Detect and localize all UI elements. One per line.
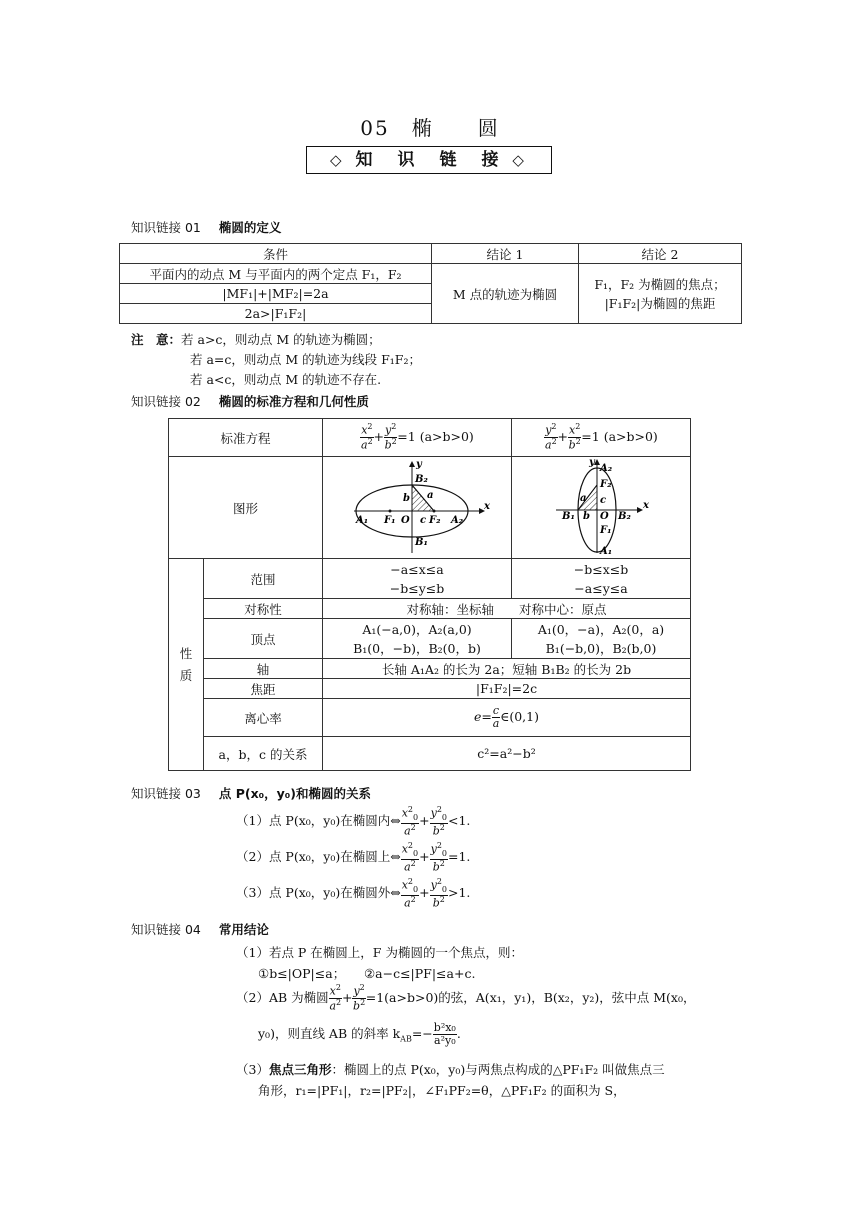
conclusion-1b: ①b≤|OP|≤a； ②a−c≤|PF|≤a+c. <box>258 966 476 981</box>
label-a: a <box>580 493 587 504</box>
vertex-line: A₁(−a,0)，A₂(a,0) <box>362 621 472 637</box>
label-F2: F₂ <box>600 479 612 490</box>
label-y: y <box>416 459 422 470</box>
label-A2: A₂ <box>600 463 613 474</box>
conclusion-3b: 角形，r₁=|PF₁|，r₂=|PF₂|，∠F₁PF₂=θ，△PF₁F₂ 的面积为 S， <box>258 1083 626 1098</box>
frac-x0-a2: $\frac{x^2_0}{a^2}$ <box>401 877 419 910</box>
symmetry-value: 对称轴：坐标轴 对称中心：原点 <box>323 599 691 619</box>
conclusion-3 <box>236 1060 665 1078</box>
vertex-line: A₁(0，−a)，A₂(0，a) <box>537 621 665 637</box>
range-line: −b≤x≤b <box>573 561 629 577</box>
conclusion-2-tail: =1(a>b>0)的弦，A(x₁，y₁)，B(x₂，y₂)，弦中点 M(x₀， <box>365 989 696 1005</box>
note-2: 若 a=c，则动点 M 的轨迹为线段 F₁F₂； <box>190 352 421 367</box>
std-eq-label: 标准方程 <box>169 419 323 457</box>
vertex-line: B₁(−b,0)，B₂(b,0) <box>545 640 657 656</box>
relation-lead: （1）点 P(x₀，y₀)在椭圆内⇔ <box>236 813 401 829</box>
label-O: O <box>600 511 609 522</box>
property-table <box>168 418 691 771</box>
label-F1: F₁ <box>384 515 396 526</box>
label-x: x <box>484 501 490 512</box>
relation-tail: >1. <box>448 885 471 901</box>
heading-number: 知识链接 04 <box>131 922 201 937</box>
section-banner <box>306 146 552 174</box>
range-line: −a≤y≤a <box>574 580 628 596</box>
label-A1: A₁ <box>600 546 613 555</box>
ecc-tail: ∈(0,1) <box>500 709 539 724</box>
conclusion-2-slope: y₀)，则直线 AB 的斜率 $k_{AB}=-$ $\frac{\text{b²x₀}}{\text{a²y₀}}$ . <box>258 1021 461 1048</box>
relation-item-3: （3）点 P(x₀，y₀)在椭圆外⇔ $\frac{x^2_0}{a^2}$ + $\frac{y^2_0}{b^2}$ >1. <box>236 877 471 910</box>
label-x: x <box>643 500 649 511</box>
conclusion-2-lead: （2）AB 为椭圆 <box>236 989 329 1005</box>
label-c: c <box>600 495 607 506</box>
conclusion-2 <box>579 264 742 324</box>
conclusion-3-bold: 焦点三角形 <box>268 1062 332 1077</box>
slope-subscript: AB <box>400 1034 412 1044</box>
definition-table <box>119 243 742 324</box>
frac-y0-b2: $\frac{y^2_0}{b^2}$ <box>430 841 447 874</box>
conclusion-3-text: ：椭圆上的点 P(x₀，y₀)与两焦点构成的△PF₁F₂ 叫做焦点三 <box>331 1062 665 1077</box>
label-b: b <box>403 493 410 504</box>
label-c: c <box>420 515 427 526</box>
label-A1: A₁ <box>356 515 369 526</box>
frac-x2-b2: $\frac{x^2}{b^2}$ <box>568 422 581 452</box>
range-label: 范围 <box>204 559 323 599</box>
conclusion-3-num: （3） <box>236 1062 269 1077</box>
relation-item-1: （1）点 P(x₀，y₀)在椭圆内⇔ $\frac{x^2_0}{a^2}$ + $\frac{y^2_0}{b^2}$ <1. <box>236 805 471 838</box>
frac-y2-b2: $\frac{y^2}{b^2}$ <box>353 983 366 1013</box>
property-label-text: 性质 <box>179 645 193 683</box>
section-heading-03 <box>131 784 371 802</box>
label-O: O <box>401 515 410 526</box>
vertex-line: B₁(0，−b)，B₂(0，b) <box>353 640 481 656</box>
frac-c-a: $\frac{c}{a}$ <box>492 703 500 730</box>
heading-text: 常用结论 <box>218 922 269 937</box>
label-F1: F₁ <box>600 525 612 536</box>
label-F2: F₂ <box>429 515 441 526</box>
frac-x0-a2: $\frac{x^2_0}{a^2}$ <box>401 841 419 874</box>
property-label <box>169 559 204 771</box>
relation-lead: （3）点 P(x₀，y₀)在椭圆外⇔ <box>236 885 401 901</box>
symmetry-label: 对称性 <box>204 599 323 619</box>
label-y: y <box>589 457 595 468</box>
eq-horizontal: $\frac{x^2}{a^2}$ + $\frac{y^2}{b^2}$ =1 (a>b>0) <box>323 419 512 457</box>
conclusion-2-line: F₁，F₂ 为椭圆的焦点； <box>594 276 726 292</box>
relation-lead: （2）点 P(x₀，y₀)在椭圆上⇔ <box>236 849 401 865</box>
diamond-icon: ◇ <box>330 151 346 169</box>
note-3: 若 a<c，则动点 M 的轨迹不存在. <box>190 372 382 387</box>
abc-value: c²=a²−b² <box>323 737 691 771</box>
range-vertical <box>512 559 691 599</box>
axis-value: 长轴 A₁A₂ 的长为 2a；短轴 B₁B₂ 的长为 2b <box>323 659 691 679</box>
heading-text: 点 P(x₀，y₀)和椭圆的关系 <box>218 786 371 801</box>
label-B1: B₁ <box>562 511 575 522</box>
focal-label: 焦距 <box>204 679 323 699</box>
banner-text: 知 识 链 接 <box>355 150 503 170</box>
focus-point <box>389 510 392 513</box>
vertical-ellipse-figure <box>512 457 690 555</box>
frac-x2-a2: $\frac{x^2}{a^2}$ <box>329 983 342 1013</box>
label-B1: B₁ <box>415 537 428 548</box>
heading-number: 知识链接 02 <box>131 394 201 409</box>
range-line: −a≤x≤a <box>390 561 444 577</box>
frac-x2-a2: $\frac{x^2}{a^2}$ <box>361 422 373 452</box>
frac-y0-b2: $\frac{y^2_0}{b^2}$ <box>430 805 447 838</box>
conclusion-1: （1）若点 P 在椭圆上，F 为椭圆的一个焦点，则： <box>236 945 523 960</box>
header-conclusion-2: 结论 2 <box>579 244 742 264</box>
vertex-vertical <box>512 619 691 659</box>
figure-vertical <box>512 457 691 559</box>
slope-lead: y₀)，则直线 AB 的斜率 k <box>258 1026 401 1042</box>
heading-number: 知识链接 01 <box>131 220 201 235</box>
frac-y0-b2: $\frac{y^2_0}{b^2}$ <box>430 877 447 910</box>
section-heading-04 <box>131 920 269 938</box>
label-b: b <box>583 511 590 522</box>
label-a: a <box>427 490 434 501</box>
figure-label: 图形 <box>169 457 323 559</box>
note-label: 注 意： <box>131 332 182 347</box>
diamond-icon: ◇ <box>512 151 528 169</box>
vertex-horizontal <box>323 619 512 659</box>
eccentricity-value: e= $\frac{c}{a}$ ∈(0,1) <box>323 699 691 737</box>
heading-text: 椭圆的定义 <box>218 220 282 235</box>
eq-vertical: $\frac{y^2}{a^2}$ + $\frac{x^2}{b^2}$ =1 (a>b>0) <box>512 419 691 457</box>
note-1 <box>131 330 381 348</box>
header-condition: 条件 <box>120 244 432 264</box>
eq-tail: =1 (a>b>0) <box>581 429 658 444</box>
heading-text: 椭圆的标准方程和几何性质 <box>218 394 369 409</box>
conclusion-1: M 点的轨迹为椭圆 <box>432 264 579 324</box>
heading-number: 知识链接 03 <box>131 786 201 801</box>
eq-tail: =1 (a>b>0) <box>397 429 474 444</box>
range-line: −b≤y≤b <box>389 580 445 596</box>
focus-point <box>433 510 436 513</box>
condition-2: |MF₁|+|MF₂|=2a <box>120 284 432 304</box>
label-B2: B₂ <box>618 511 631 522</box>
frac-slope: $\frac{\text{b²x₀}}{\text{a²y₀}}$ <box>433 1021 456 1048</box>
arrow-icon <box>409 461 415 467</box>
condition-1: 平面内的动点 M 与平面内的两个定点 F₁，F₂ <box>120 264 432 284</box>
abc-label: a，b，c 的关系 <box>204 737 323 771</box>
eccentricity-label: 离心率 <box>204 699 323 737</box>
frac-y2-a2: $\frac{y^2}{a^2}$ <box>545 422 557 452</box>
frac-y2-b2: $\frac{y^2}{b^2}$ <box>384 422 397 452</box>
header-conclusion-1: 结论 1 <box>432 244 579 264</box>
conclusion-2-line: |F₁F₂|为椭圆的焦距 <box>604 295 716 311</box>
section-heading-02 <box>131 392 369 410</box>
relation-tail: =1. <box>448 849 471 865</box>
note-text: 若 a>c，则动点 M 的轨迹为椭圆； <box>181 332 381 347</box>
label-A2: A₂ <box>451 515 464 526</box>
condition-3: 2a>|F₁F₂| <box>120 304 432 324</box>
conclusion-2: （2）AB 为椭圆 $\frac{x^2}{a^2}$ + $\frac{y^2}{b^2}$ =1(a>b>0)的弦，A(x₁，y₁)，B(x₂，y₂)，弦中点 M(x₀， <box>236 983 696 1013</box>
axis-label: 轴 <box>204 659 323 679</box>
horizontal-ellipse-figure <box>324 457 510 555</box>
relation-tail: <1. <box>448 813 471 829</box>
section-heading-01 <box>131 218 281 236</box>
figure-horizontal <box>323 457 512 559</box>
page-title: 05 椭 圆 <box>360 116 500 140</box>
relation-item-2: （2）点 P(x₀，y₀)在椭圆上⇔ $\frac{x^2_0}{a^2}$ + $\frac{y^2_0}{b^2}$ =1. <box>236 841 471 874</box>
frac-x0-a2: $\frac{x^2_0}{a^2}$ <box>401 805 419 838</box>
label-B2: B₂ <box>415 474 428 485</box>
range-horizontal <box>323 559 512 599</box>
focal-value: |F₁F₂|=2c <box>323 679 691 699</box>
vertex-label: 顶点 <box>204 619 323 659</box>
slope-eq: =− <box>411 1026 433 1042</box>
